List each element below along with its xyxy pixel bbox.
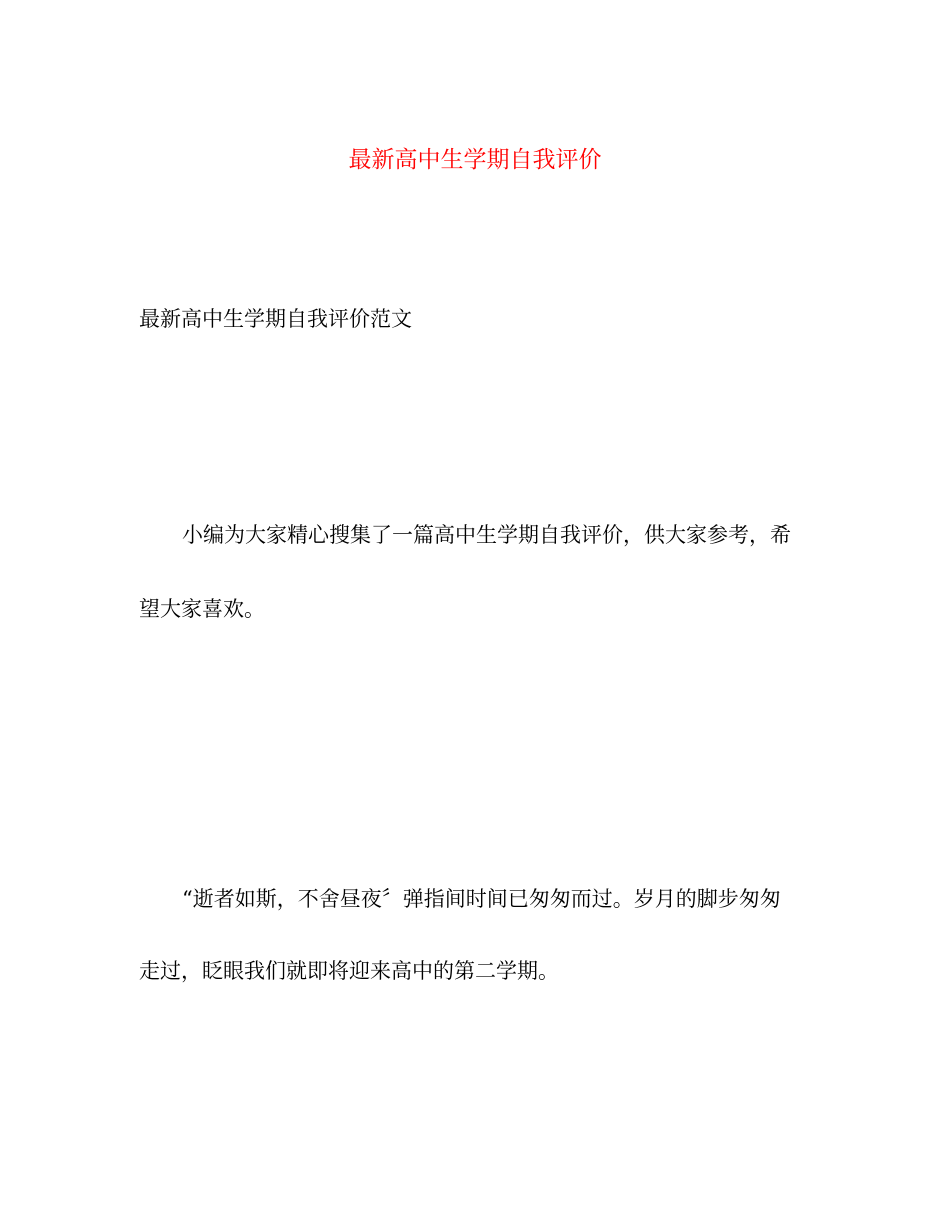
document-subtitle: 最新高中生学期自我评价范文: [139, 307, 412, 331]
paragraph-1-line-1: 小编为大家精心搜集了一篇高中生学期自我评价，供大家参考，希: [182, 523, 791, 547]
paragraph-1-line-2: 望大家喜欢。: [139, 597, 265, 621]
paragraph-2-line-2: 走过，眨眼我们就即将迎来高中的第二学期。: [139, 959, 559, 983]
document-title: 最新高中生学期自我评价: [348, 147, 602, 173]
paragraph-2-line-1: “逝者如斯，不舍昼夜〞弹指间时间已匆匆而过。岁月的脚步匆匆: [182, 887, 781, 911]
